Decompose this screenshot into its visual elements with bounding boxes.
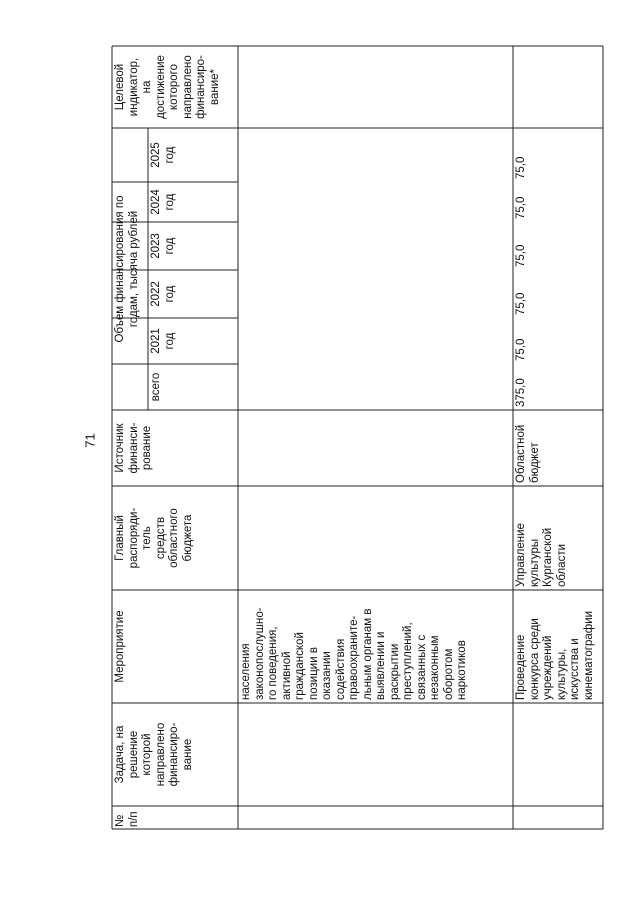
header-year-line: 2024: [150, 189, 162, 215]
header-manager-line: средств: [154, 516, 167, 560]
header-source-line: финанси-: [127, 422, 140, 474]
header-num-cell: [112, 806, 238, 829]
row1-measure-line: содействия: [334, 638, 347, 700]
header-indicator-line: достижение: [154, 55, 167, 119]
header-task-line: финансиро-: [168, 722, 180, 787]
row2-year-value: 75,0: [515, 244, 527, 267]
header-indicator-line: на: [141, 80, 153, 94]
header-source-line: рование: [141, 425, 153, 471]
row2-measure-line: Проведение: [515, 634, 527, 700]
header-source-cell: [112, 410, 238, 486]
header-manager-line: областного: [168, 508, 180, 568]
header-year-line: год: [163, 332, 176, 350]
header-volume-line: Объем финансирования по: [114, 195, 126, 343]
row1-measure-line: выявлении и: [375, 631, 387, 700]
row1-measure-line: раскрытии: [388, 643, 401, 700]
row2-year-2021-cell: [513, 318, 603, 364]
row2-source-line: бюджет: [528, 442, 541, 483]
header-year-2023-cell: [148, 222, 238, 270]
header-task-line: которой: [141, 733, 153, 776]
header-year-line: год: [163, 237, 176, 255]
row1-measure-line: населения: [240, 643, 252, 700]
header-year-2025-cell: [148, 128, 238, 182]
header-measure-cell: [112, 590, 238, 703]
header-manager-line: бюджета: [181, 514, 194, 562]
row1-measure-line: незаконным: [429, 635, 441, 700]
header-manager-line: распоряди-: [127, 507, 140, 569]
row2-manager-cell: [513, 486, 603, 590]
header-year-line: год: [163, 146, 176, 164]
header-source-line: Источник: [114, 423, 126, 473]
row2-manager-line: культуры: [528, 538, 541, 587]
header-indicator-line: Целевой: [114, 63, 126, 111]
header-year-line: 2025: [150, 142, 162, 168]
header-task-line: направлено: [154, 722, 167, 787]
header-measure-line: Мероприятие: [114, 610, 126, 683]
header-indicator-line: финансиро-: [195, 55, 207, 119]
row1-measure-line: гражданской: [294, 632, 306, 700]
row1-measure-line: правоохраните-: [348, 615, 360, 700]
header-total-line: всего: [150, 372, 162, 402]
header-manager-cell: [112, 486, 238, 590]
header-year-line: год: [163, 285, 176, 303]
row2-manager-line: Управление: [515, 523, 527, 587]
header-year-line: год: [163, 193, 176, 211]
header-task-cell: [112, 703, 238, 806]
row1-measure-line: активной: [280, 651, 293, 700]
row2-year-value: 75,0: [515, 196, 527, 219]
row2-year-value: 75,0: [515, 156, 527, 179]
row2-total-cell: [513, 364, 603, 410]
row1-measure-line: наркотиков: [456, 640, 468, 700]
row1-measure-cell: [238, 590, 513, 703]
header-year-2024-cell: [148, 182, 238, 222]
row1-measure-line: законопослушно-: [253, 607, 266, 700]
row2-year-value: 75,0: [515, 292, 527, 315]
header-num-line: п/п: [127, 811, 140, 827]
header-year-line: 2021: [150, 328, 162, 354]
row1-measure-line: позиции в: [307, 647, 320, 700]
row2-measure-cell: [513, 590, 603, 703]
header-total-cell: [148, 364, 238, 410]
row2-source-cell: [513, 410, 603, 486]
row2-measure-line: культуры,: [555, 648, 568, 700]
page-number-text: 71: [82, 432, 98, 448]
row1-measure-line: связанных с: [415, 634, 428, 700]
header-volume-line: годам, тысяча рублей: [127, 210, 140, 328]
row2-total-value: 375,0: [515, 378, 527, 407]
row2-measure-line: кинематографии: [582, 610, 595, 700]
row2-year-2025-cell: [513, 128, 603, 182]
header-indicator-line: которого: [168, 64, 180, 110]
row1-measure-line: оказании: [321, 651, 333, 700]
row2-year-value: 75,0: [515, 338, 527, 361]
row2-measure-line: учреждений: [542, 635, 554, 700]
header-year-2021-cell: [148, 318, 238, 364]
header-indicator-line: индикатор,: [127, 57, 140, 117]
header-task-line: решение: [127, 730, 140, 779]
row1-measure-line: льным органам в: [361, 608, 374, 700]
header-num-line: №: [114, 814, 126, 827]
header-manager-line: Главный: [114, 515, 126, 561]
row2-year-2022-cell: [513, 270, 603, 318]
header-year-line: 2023: [150, 233, 162, 259]
row1-measure-line: преступлений,: [402, 622, 414, 700]
row2-manager-line: Курганской: [542, 527, 554, 587]
row2-measure-line: конкурса среди: [528, 618, 541, 700]
header-year-line: 2022: [150, 281, 162, 307]
header-indicator-line: направлено: [181, 55, 194, 119]
header-indicator-cell: [112, 46, 238, 128]
header-year-2022-cell: [148, 270, 238, 318]
header-volume-cell: [112, 128, 148, 410]
row1-measure-line: оборотом: [442, 648, 455, 700]
row1-measure-line: го поведения,: [267, 626, 279, 700]
row2-year-2024-cell: [513, 182, 603, 222]
row2-manager-line: области: [555, 543, 568, 587]
header-task-line: Задача, на: [114, 725, 126, 784]
header-task-line: вание: [181, 738, 194, 771]
row2-year-2023-cell: [513, 222, 603, 270]
row2-measure-line: искусства и: [569, 638, 581, 700]
row2-source-line: Областной: [515, 424, 527, 483]
header-indicator-line: вание*: [208, 68, 221, 106]
header-manager-line: тель: [141, 526, 153, 550]
